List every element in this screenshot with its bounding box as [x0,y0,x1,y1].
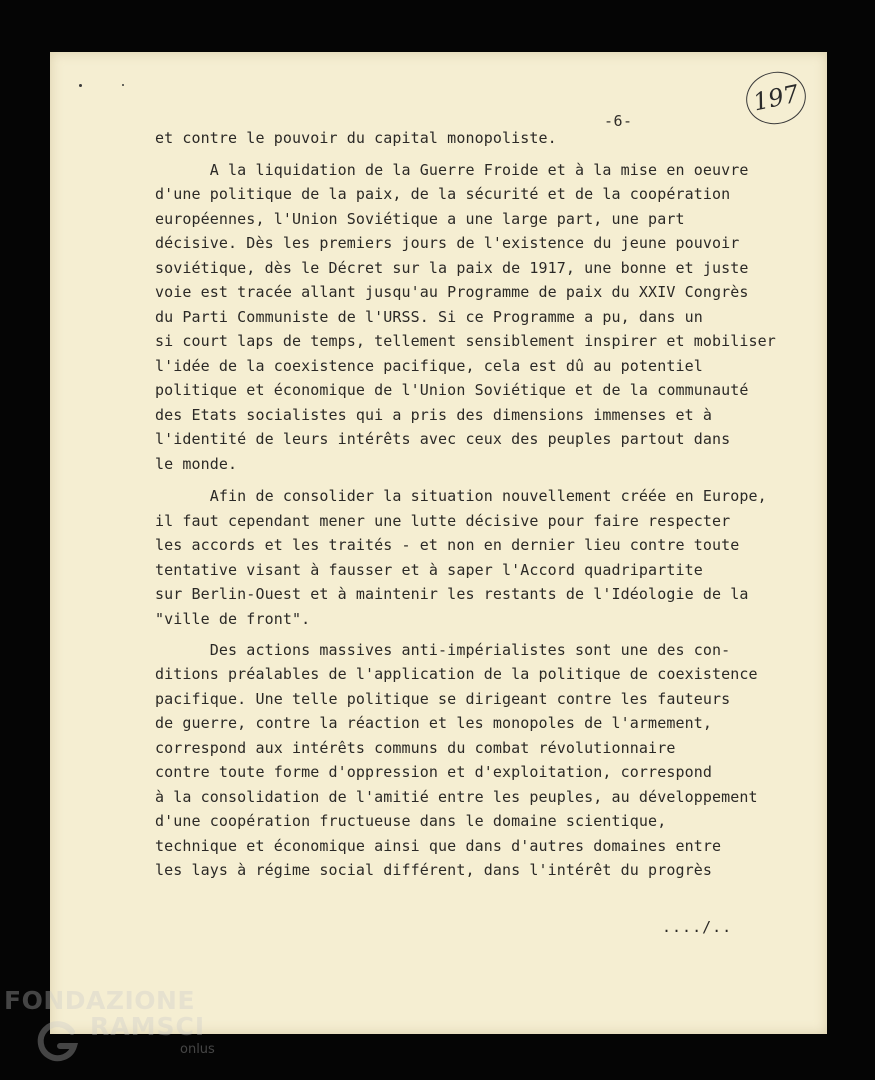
paper-speck [79,84,82,87]
watermark-title: FONDAZIONE [4,986,196,1015]
text-line: l'idée de la coexistence pacifique, cela est dû au potentiel [155,357,703,375]
text-line: des Etats socialistes qui a pris des dimensions immenses et à [155,406,712,424]
page-number: -6- [604,112,633,130]
text-line: "ville de front". [155,610,311,628]
text-line: à la consolidation de l'amitié entre les peuples, au développement [155,788,758,806]
text-line: décisive. Dès les premiers jours de l'existence du jeune pouvoir [155,234,740,252]
text-line: ditions préalables de l'application de la politique de coexistence [155,665,758,683]
text-line: l'identité de leurs intérêts avec ceux des peuples partout dans [155,430,731,448]
text-line: les lays à régime social différent, dans l'intérêt du progrès [155,861,712,879]
text-line: A la liquidation de la Guerre Froide et à la mise en oeuvre [155,161,749,179]
text-line: si court laps de temps, tellement sensiblement inspirer et mobiliser [155,332,776,350]
text-line: Des actions massives anti-impérialistes sont une des con- [155,641,731,659]
text-line: sur Berlin-Ouest et à maintenir les restants de l'Idéologie de la [155,585,749,603]
text-line: du Parti Communiste de l'URSS. Si ce Programme a pu, dans un [155,308,703,326]
text-line: contre toute forme d'oppression et d'exploitation, correspond [155,763,712,781]
text-line: d'une politique de la paix, de la sécurité et de la coopération [155,185,731,203]
text-line: pacifique. Une telle politique se dirigeant contre les fauteurs [155,690,731,708]
watermark-name: RAMSCI [90,1012,206,1041]
gramsci-logo-icon [36,1020,80,1064]
text-line: d'une coopération fructueuse dans le domaine scientique, [155,812,667,830]
text-line: technique et économique ainsi que dans d'autres domaines entre [155,837,722,855]
text-line: il faut cependant mener une lutte décisive pour faire respecter [155,512,731,530]
archive-watermark [4,986,224,1076]
text-line: voie est tracée allant jusqu'au Programme de paix du XXIV Congrès [155,283,749,301]
paper-speck [122,84,124,86]
text-line: correspond aux intérêts communs du combat révolutionnaire [155,739,676,757]
text-line: politique et économique de l'Union Soviétique et de la communauté [155,381,749,399]
text-line: et contre le pouvoir du capital monopoliste. [155,129,557,147]
text-line: les accords et les traités - et non en dernier lieu contre toute [155,536,740,554]
text-line: tentative visant à fausser et à saper l'Accord quadripartite [155,561,703,579]
continuation-mark: ..../.. [662,918,733,936]
watermark-suffix: onlus [180,1042,215,1057]
archive-number: 197 [750,79,802,117]
text-line: Afin de consolider la situation nouvellement créée en Europe, [155,487,767,505]
text-line: de guerre, contre la réaction et les monopoles de l'armement, [155,714,712,732]
text-line: européennes, l'Union Soviétique a une large part, une part [155,210,685,228]
text-line: le monde. [155,455,238,473]
text-line: soviétique, dès le Décret sur la paix de 1917, une bonne et juste [155,259,749,277]
